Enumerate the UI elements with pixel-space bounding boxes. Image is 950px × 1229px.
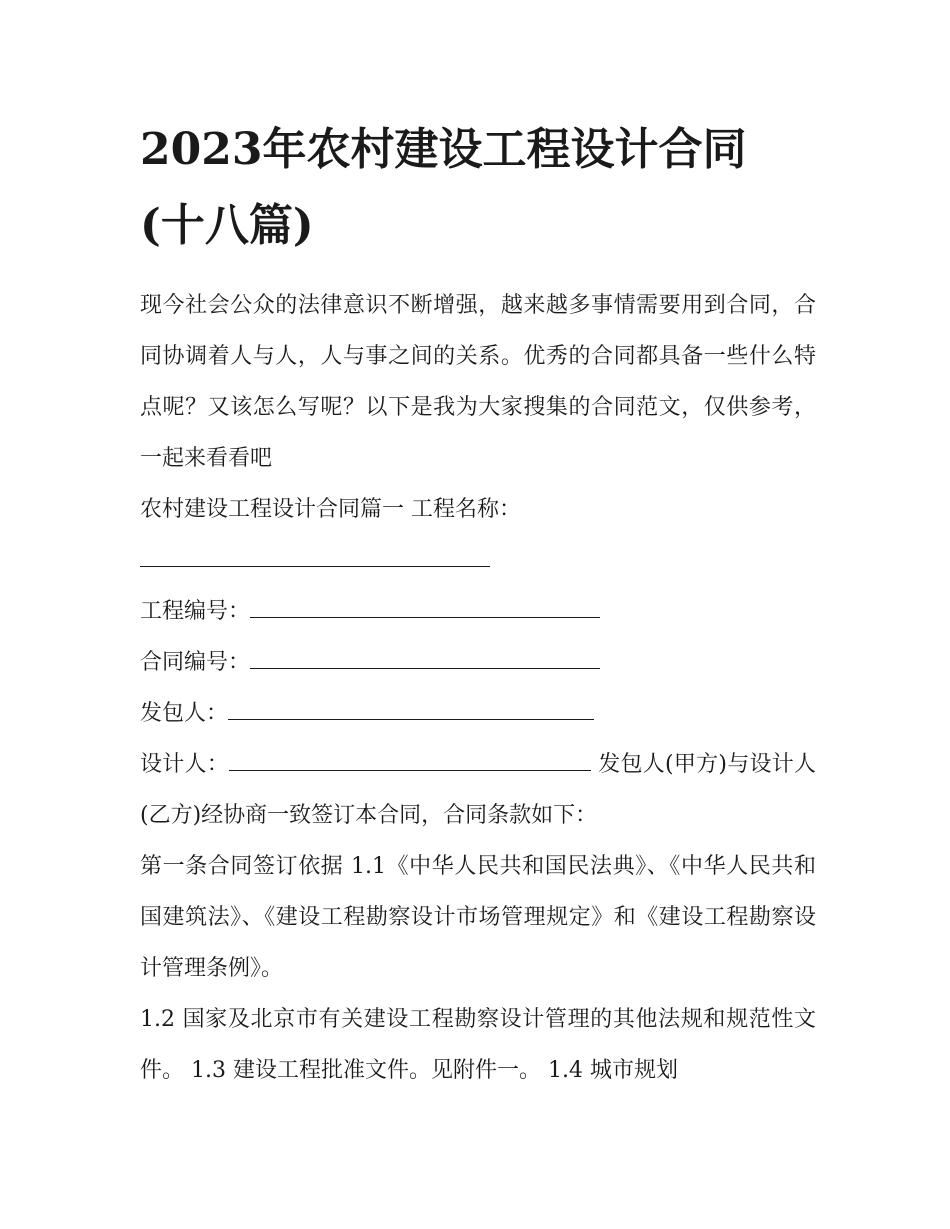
document-body [140,280,816,1096]
employer-label: 发包人： [140,701,229,726]
project-name-blank-line [140,535,816,586]
contract-no-blank [250,638,600,669]
project-no-field [140,586,816,637]
contract-no-label: 合同编号： [140,650,251,675]
project-no-blank [250,587,600,618]
designer-label: 设计人： [140,752,230,777]
article-1: 第一条合同签订依据 1.1《中华人民共和国民法典》、《中华人民共和国建筑法》、《建设工程勘察设计市场管理规定》和《建设工程勘察设计管理条例》。 [140,854,816,981]
designer-field [140,739,816,841]
title-line-1: 2023年农村建设工程设计合同 [140,124,747,175]
title-line-2: (十八篇) [140,200,314,251]
designer-blank [229,740,591,771]
article-1-2: 1.2 国家及北京市有关建设工程勘察设计管理的其他法规和规范性文件。 1.3 建设工程批准文件。见附件一。 1.4 城市规划 [140,1007,816,1083]
agreement-text: 发包人(甲方)与设计人(乙方)经协商一致签订本合同，合同条款如下： [140,752,816,828]
employer-blank [228,689,594,720]
section-heading: 农村建设工程设计合同篇一 工程名称： [140,497,521,522]
employer-field [140,688,816,739]
project-name-blank [140,536,490,567]
document-title [140,112,830,264]
contract-no-field [140,637,816,688]
project-no-label: 工程编号： [140,599,251,624]
intro-paragraph: 现今社会公众的法律意识不断增强，越来越多事情需要用到合同，合同协调着人与人，人与事之间的关系。优秀的合同都具备一些什么特点呢？又该怎么写呢？以下是我为大家搜集的合同范文，仅供参考，一起来看看吧 [140,293,816,471]
